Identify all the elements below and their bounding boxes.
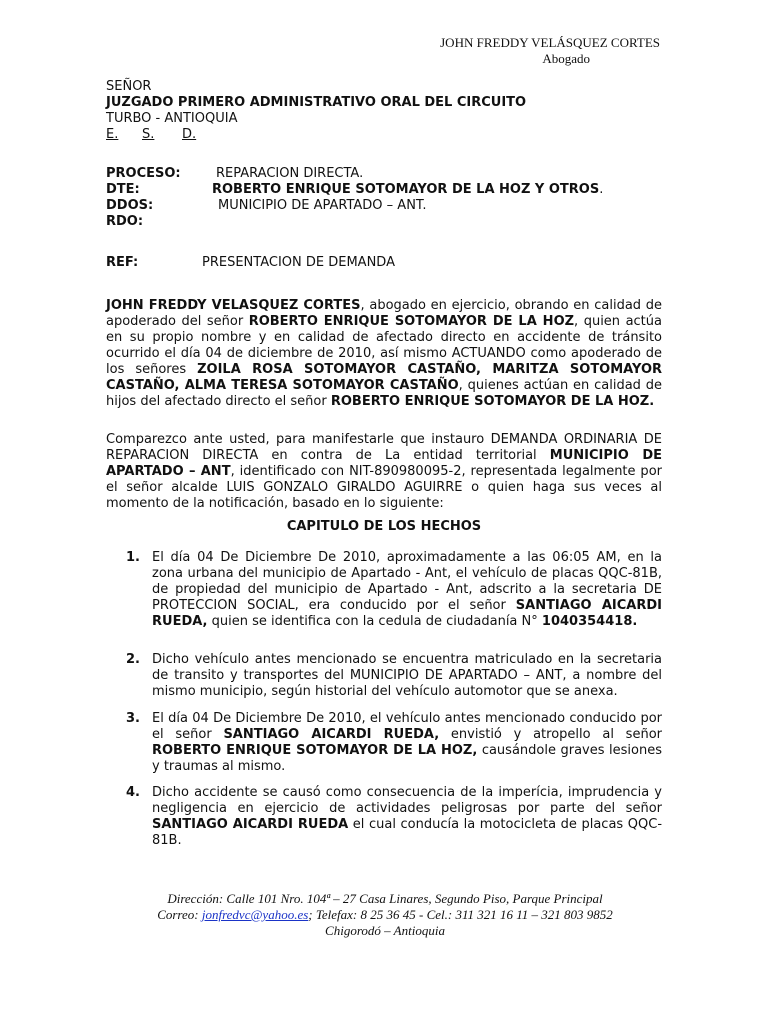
footer-contact: [80, 907, 690, 923]
fact-number: 1.: [126, 550, 140, 565]
footer-address: Dirección: Calle 101 Nro. 104ª – 27 Casa Linares, Segundo Piso, Parque Principal: [167, 891, 603, 906]
fact-1-id-number: 1040354418.: [541, 614, 638, 629]
intro-children-names: ZOILA ROSA SOTOMAYOR CASTAÑO, MARITZA SOTOMAYOR CASTAÑO, ALMA TERESA SOTOMAYOR CASTAÑO: [106, 362, 662, 393]
comparezco-defendant: MUNICIPIO DE APARTADO – ANT: [106, 448, 662, 479]
fact-item-1: [126, 550, 662, 630]
intro-text-2: , quien actúa en su propio nombre y en calidad de afectado directo en accidente de tránsito ocurrido el día 04 de diciembre de 2010, así mismo ACTUANDO como apoderado de los señores: [106, 314, 662, 377]
email-link[interactable]: jonfredvc@yahoo.es: [201, 907, 309, 922]
fact-text: [152, 550, 662, 630]
intro-text-3: , quienes actúan en calidad de hijos del afectado directo el señor: [106, 378, 663, 409]
fact-3-text-2: envistió y atropello al señor: [439, 727, 662, 742]
rdo-label: RDO:: [106, 214, 144, 229]
addressee-block: [106, 79, 662, 143]
ref-value: PRESENTACION DE DEMANDA: [202, 255, 395, 270]
esd-d: D.: [182, 127, 197, 142]
footer: [80, 891, 690, 939]
lawyer-title: Abogado: [542, 51, 590, 66]
fact-item-3: [126, 711, 662, 775]
fact-item-4: [126, 785, 662, 849]
ddos-value: MUNICIPIO DE APARTADO – ANT.: [218, 198, 427, 213]
comparezco-text-2: , identificado con NIT-890980095-2, representada legalmente por el señor alcalde LUIS GONZALO GIRALDO AGUIRRE o quien haga sus veces al momento de la notificación, basado en lo siguiente:: [106, 464, 662, 511]
footer-email-label: Correo:: [157, 907, 202, 922]
section-title: CAPITULO DE LOS HECHOS: [286, 519, 482, 534]
intro-client-name-2: ROBERTO ENRIQUE SOTOMAYOR DE LA HOZ.: [330, 394, 655, 409]
dte-value: ROBERTO ENRIQUE SOTOMAYOR DE LA HOZ Y OTROS: [212, 182, 600, 197]
footer-phones: ; Telefax: 8 25 36 45 - Cel.: 311 321 16 11 – 321 803 9852: [308, 907, 613, 922]
esd-s: S.: [142, 127, 155, 142]
fact-3-driver: SANTIAGO AICARDI RUEDA,: [223, 727, 440, 742]
ddos-label: DDOS:: [106, 198, 154, 213]
lawyer-name: JOHN FREDDY VELÁSQUEZ CORTES: [440, 35, 660, 50]
esd-line: [106, 127, 662, 143]
fact-number: 2.: [126, 652, 140, 667]
proceso-label: PROCESO:: [106, 166, 181, 181]
dte-label: DTE:: [106, 182, 140, 197]
fact-1-text-2: quien se identifica con la cedula de ciudadanía N°: [207, 614, 542, 629]
fact-3-text-3: causándole graves lesiones y traumas al mismo.: [152, 743, 662, 774]
fact-item-2: [126, 652, 662, 700]
comparezco-paragraph: [106, 432, 662, 512]
proceso-value: REPARACION DIRECTA.: [216, 166, 364, 181]
footer-city: Chigorodó – Antioquia: [325, 923, 445, 938]
intro-paragraph: [106, 298, 662, 410]
fact-4-driver: SANTIAGO AICARDI RUEDA: [152, 817, 349, 832]
addressee-salutation: SEÑOR: [106, 79, 152, 94]
fact-2-text: Dicho vehículo antes mencionado se encuentra matriculado en la secretaria de transito y transportes del MUNICIPIO DE APARTADO – ANT, a nombre del mismo municipio, según historial del vehículo automotor que se anexa.: [152, 652, 662, 699]
fact-text: [152, 785, 662, 849]
comparezco-text-1: Comparezco ante usted, para manifestarle que instauro DEMANDA ORDINARIA DE REPARACION DIRECTA en contra de La entidad territorial: [106, 432, 662, 463]
fact-number: 3.: [126, 711, 140, 726]
intro-lawyer-name: JOHN FREDDY VELASQUEZ CORTES: [106, 298, 361, 313]
intro-text-1: , abogado en ejercicio, obrando en calidad de apoderado del señor: [106, 298, 662, 329]
esd-e: E.: [106, 127, 119, 142]
fact-number: 4.: [126, 785, 140, 800]
fact-1-text-1: El día 04 De Diciembre De 2010, aproximadamente a las 06:05 AM, en la zona urbana del municipio de Apartado - Ant, el vehículo de placas QQC-81B, de propiedad del municipio de Apartado - Ant, adscrito a la secretaria DE PROTECCION SOCIAL, era conducido por el señor: [152, 550, 662, 613]
fact-text: [152, 652, 662, 700]
fact-1-driver: SANTIAGO AICARDI RUEDA,: [152, 598, 662, 629]
intro-client-name: ROBERTO ENRIQUE SOTOMAYOR DE LA HOZ: [248, 314, 575, 329]
fact-3-victim: ROBERTO ENRIQUE SOTOMAYOR DE LA HOZ,: [152, 743, 478, 758]
addressee-city: TURBO - ANTIOQUIA: [106, 111, 238, 126]
dte-suffix: .: [599, 182, 604, 197]
ref-label: REF:: [106, 255, 139, 270]
letterhead: [360, 35, 660, 67]
fact-3-text-1: El día 04 De Diciembre De 2010, el vehículo antes mencionado conducido por el señor: [152, 711, 662, 742]
fact-4-text-1: Dicho accidente se causó como consecuencia de la imperícia, imprudencia y negligencia en ejercicio de actividades peligrosas por parte del señor: [152, 785, 662, 816]
fact-4-text-2: el cual conducía la motocicleta de placas QQC-81B.: [152, 817, 663, 848]
addressee-court: JUZGADO PRIMERO ADMINISTRATIVO ORAL DEL CIRCUITO: [106, 95, 527, 110]
fact-text: [152, 711, 662, 775]
